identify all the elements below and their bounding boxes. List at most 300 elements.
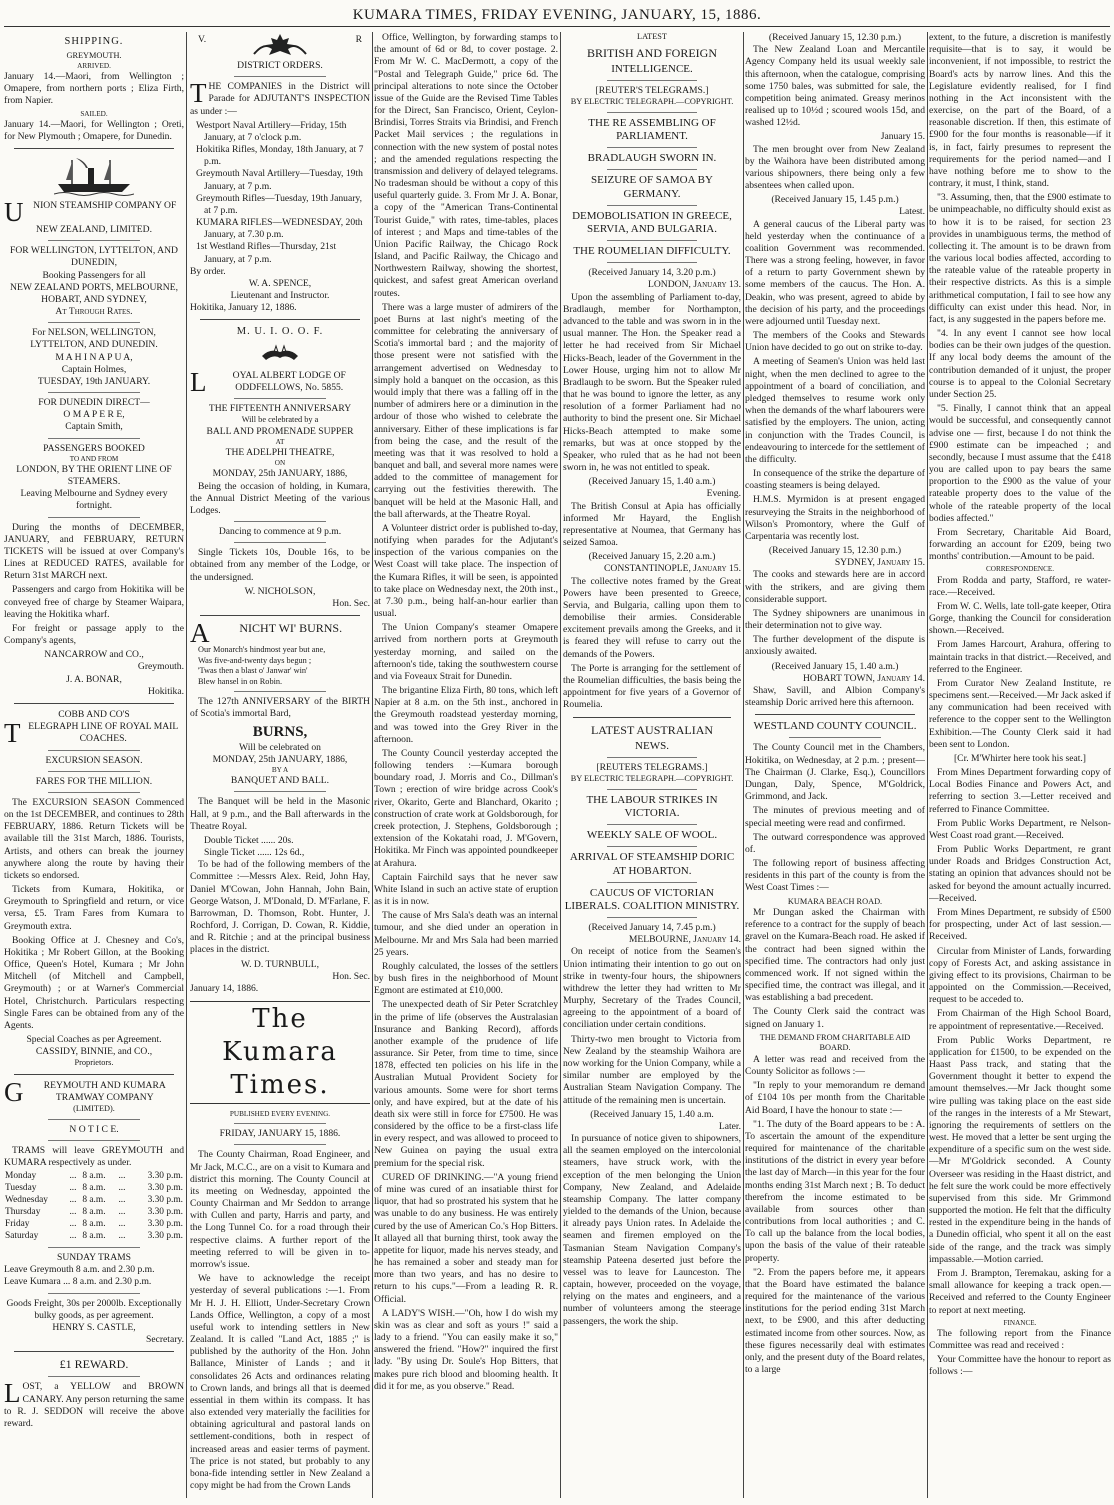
divider — [48, 1376, 140, 1377]
divider — [607, 262, 697, 263]
divider — [200, 615, 360, 616]
article-paragraph: Office, Wellington, by forwarding stamps to the amount of 6d or 8d, to cover postage. 2. From Mr W. C. MacDermott, a copy of the "Postal and Telegraph Guide," price 6d. The principal alterations to note since the October issue of the Guide are the Revised Time Tables for the Direct, San Francisco, Orient, Ceylon-Brindisi, Torres Straits via Brindisi, and French Packet Mail services ; the regulations in connection with the new system of postal notes ; and the amended regulations respecting the transmission and delivery of delayed telegrams. No tradesman should be without a copy of this useful quarterly guide. 3. From Mr J. A. Bonar, a copy of the "American Trans-Continental Tourist Guide," with rates, time-tables, places of interest ; and Maps and time-tables of the Union Pacific Railway, the Chicago Rock Island, and Pacific Railway, the Chicago and Northwestern Railway, showing the shortest, quickest, and safest great American overland routes. — [374, 32, 558, 299]
article-paragraph: From Mines Department forwarding copy of Local Bodies Finance and Powers Act, and referring to section 3.—Letter received and referred to Finance Committee. — [929, 767, 1111, 815]
received-time: (Received January 14, 7.45 p.m.) — [588, 922, 716, 934]
secretary-label: Hon. Sec. — [332, 597, 370, 609]
tram-schedule-table — [4, 1171, 184, 1243]
divider — [14, 1351, 174, 1352]
column-3 — [374, 32, 558, 1498]
column-divider — [186, 32, 187, 1498]
column-4 — [563, 32, 741, 1498]
muioof-heading: M. U. I. O. O. F. — [236, 326, 324, 338]
ship-name: M A H I N A P U A, — [55, 351, 133, 363]
divider — [607, 205, 697, 206]
on-label: ON — [274, 459, 286, 468]
officer-name: W. A. SPENCE, — [248, 277, 312, 289]
column-5 — [745, 32, 925, 1498]
article-paragraph: Captain Fairchild says that he never saw White Island in such an active state of eruption as it is in now. — [374, 871, 558, 908]
article-paragraph: From Curator New Zealand Institute, re specimens sent.—Received.—Mr Jack asked if any communication had been received with reference to the copper sent to the Wellington Exhibition.—The County Clerk said it had been sent to London. — [929, 677, 1111, 750]
copyright-line: BY ELECTRIC TELEGRAPH.—COPYRIGHT. — [570, 97, 734, 107]
issue-date: FRIDAY, JANUARY 15, 1886. — [219, 1128, 341, 1140]
article-paragraph: The members of the Cooks and Stewards Union have decided to go out on strike to-day. — [745, 330, 925, 354]
copyright-line: BY ELECTRIC TELEGRAPH.—COPYRIGHT. — [570, 774, 734, 784]
proprietors-name: CASSIDY, BINNIE, and CO., — [35, 1046, 153, 1058]
anniversary-text: The 127th ANNIVERSARY of the BIRTH of Scotia's immortal Bard, — [190, 696, 370, 720]
received-time: (Received January 14, 3.20 p.m.) — [588, 267, 716, 279]
article-paragraph: extent, to the future, a discretion is manifestly requisite—that is to say, it would be inconvenient, if not impossible, to restrict the Board's acts by narrow lines. And this the Legislature evidently realised, for I find nothing in the Act inconsistent with the exercise, on the part of the Board, of a reasonable discretion. If then, this estimate of £900 for the four months is reasonable—if it is, in fact, fairly presumes to represent the requirements for the period named—and I have nothing before me to show to the contrary, it must, I think, stand. — [929, 32, 1111, 190]
divider — [607, 240, 697, 241]
occasion-text: Being the occasion of holding, in Kumara, the Annual District Meeting of the various Lodges. — [190, 480, 370, 516]
order-date: Hokitika, January 12, 1886. — [190, 302, 297, 314]
article-paragraph: From Secretary, Charitable Aid Board, forwarding an account for £209, being two months' contribution.—Amount to be paid. — [929, 526, 1111, 563]
list-item: 1st Westland Rifles—Thursday, 21st January, at 7 p.m. — [196, 241, 337, 265]
district-orders-heading: DISTRICT ORDERS. — [237, 60, 323, 71]
divider — [607, 789, 697, 790]
article-paragraph: From W. C. Wells, late toll-gate keeper, Otira Gorge, thanking the Council for consideration shown.—Received. — [929, 600, 1111, 637]
secretary-name: HENRY S. CASTLE, — [52, 1321, 136, 1333]
officer-title: Lieutenant and Instructor. — [230, 290, 330, 302]
divider — [234, 691, 326, 692]
notice-date: January 14, 1886. — [190, 982, 259, 994]
celebrated-text: Will be celebrated by a — [241, 415, 319, 425]
section-heading: LATEST AUSTRALIAN — [590, 722, 714, 737]
masthead: KUMARA TIMES, FRIDAY EVENING, JANUARY, 15, 1886. — [352, 7, 762, 23]
ticket-price: Single Ticket ...... 12s 6d., — [204, 847, 305, 859]
drop-cap: G — [4, 1076, 24, 1107]
ticket-text: Single Tickets 10s, Double 16s, to be obtained from any member of the Lodge, or the undersigned. — [190, 547, 370, 583]
article-paragraph: "2. From the papers before me, it appears that the Board have estimated the balance required for the maintenance of the various institutions for the period ending 31st March next, to be £900, and this after deducting estimated income from other sources. Now, as these figures necessarily deal with estimates only, and the present duty of the Board relates, to a large — [745, 1266, 925, 1376]
by-order: By order. — [190, 265, 226, 277]
headline: CAUCUS OF VICTORIAN LIBERALS. COALITION MINISTRY. — [564, 886, 740, 912]
table-cell: Monday — [5, 1171, 37, 1182]
freight-text: For freight or passage apply to the Company's agents, — [4, 622, 184, 647]
article-paragraph: From Chairman of the High School Board, re appointment of representative.—Received. — [929, 1008, 1111, 1032]
divider — [607, 169, 697, 170]
tramway-limited: (LIMITED). — [73, 1104, 115, 1114]
divider — [48, 1119, 140, 1120]
article-paragraph: The collective notes framed by the Great Powers have been presented to Greece, Servia, and Bulgaria, calling upon them to demobilise their armies. Considerable excitement prevails among the Greeks, and it is feared they will refuse to carry out the demands of the Powers. — [563, 575, 741, 660]
vr-letter: R — [355, 34, 362, 45]
divider — [48, 1293, 140, 1294]
verse-line: Blew hansel in on Robin. — [198, 676, 283, 686]
drop-cap: U — [4, 197, 24, 227]
table-row — [4, 1207, 184, 1219]
article-paragraph: The following report from the Finance Committee was read and received : — [929, 1327, 1111, 1351]
divider — [48, 792, 140, 793]
list-item: KUMARA RIFLES—WEDNESDAY, 20th January, at 7.30 p.m. — [196, 217, 363, 241]
article-paragraph: The New Zealand Loan and Mercantile Agency Company held its usual weekly sale this afternoon, when the catalogue, comprising some 1750 bales, was submitted for sale, the competition being animated. Greasy merinos realised up to 10½d ; scoured wools 15d, and washed 12½d. — [745, 44, 925, 129]
lodge-heading: OYAL ALBERT LODGE OF ODDFELLOWS, No. 5855. — [232, 369, 346, 393]
table-cell: 8 a.m. — [82, 1231, 106, 1242]
anniversary-heading: THE FIFTEENTH ANNIVERSARY — [208, 403, 352, 415]
divider — [607, 846, 697, 847]
article-paragraph: Circular from Minister of Lands, forwarding copy of Forests Act, and asking assistance in giving effect to its provisions, Chairman to be appointed on the Commission.—Received, request to be acceded to. — [929, 945, 1111, 1006]
article-paragraph: The County Council met in the Chambers, Hokitika, on Wednesday, at 2 p.m. ; present—The Chairman (J. Clarke, Esq.), Councillors Dungan, Daly, Spence, M'Goldrick, Grimmond, and Jack. — [745, 742, 925, 803]
divider — [48, 1247, 140, 1248]
drop-cap: T — [190, 78, 207, 109]
tickets-text: Tickets from Kumara, Hokitika, or Greymouth to Springfield and return, or vice versa, £5. Tram Fares from Kumara to Greymouth extra. — [4, 884, 184, 932]
column-1 — [4, 32, 184, 1498]
route-heading: FOR WELLINGTON, LYTTELTON, AND DUNEDIN, — [10, 245, 178, 269]
burns-night-heading: NICHT WI' BURNS. — [239, 621, 343, 636]
celebrated-on: Will be celebrated on — [239, 741, 321, 753]
london-route: LONDON, BY THE ORIENT LINE OF STEAMERS. — [16, 463, 172, 488]
parade-list — [190, 120, 370, 266]
sunday-line: Leave Kumara ... 8 a.m. and 2.30 p.m. — [4, 1276, 152, 1288]
divider — [755, 714, 915, 715]
table-cell: 3.30 p.m. — [147, 1207, 183, 1218]
verse-line: 'Twas then a blast o' Janwar' win' — [198, 666, 308, 676]
booking-text: Booking Passengers for all — [42, 269, 146, 281]
banquet-heading: BANQUET AND BALL. — [230, 775, 330, 787]
headline: ARRIVAL OF STEAMSHIP DORIC AT HOBARTON. — [569, 851, 735, 877]
divider — [234, 542, 326, 543]
article-paragraph: On receipt of notice from the Seamen's Union intimating their intention to go out on strike in twenty-four hours, the shipowners withdrew the letter they had written to Mr Murphy, Secretary of the Trades Council, agreeing to the appointment of a board of conciliation under certain conditions. — [563, 946, 741, 1031]
section-heading: INTELLIGENCE. — [611, 62, 693, 75]
table-cell: 3.30 p.m. — [147, 1231, 183, 1242]
list-item: Hokitika Rifles, Monday, 18th January, at 7 p.m. — [196, 144, 364, 168]
ticket-price: Double Ticket ...... 20s. — [204, 834, 294, 846]
verse-line: Was five-and-twenty days begun ; — [198, 655, 312, 665]
divider — [789, 737, 881, 738]
divider — [573, 717, 731, 718]
table-row — [4, 1195, 184, 1207]
trams-text: TRAMS will leave GREYMOUTH and KUMARA respectively as under. — [4, 1145, 184, 1169]
table-row — [4, 1219, 184, 1231]
article-paragraph: The further development of the dispute is anxiously awaited. — [745, 634, 925, 658]
divider — [14, 703, 174, 704]
headline: DEMOBOLISATION IN GREECE, SERVIA, AND BULGARIA. — [572, 209, 732, 235]
drop-cap: A — [190, 618, 210, 649]
fares-heading: FARES FOR THE MILLION. — [35, 775, 153, 787]
dateline: HOBART TOWN, January 14. — [803, 672, 925, 684]
ball-heading: BALL AND PROMENADE SUPPER — [206, 425, 354, 437]
article-paragraph: The Union Company's steamer Omapere arrived from northern ports at Greymouth yesterday morning, and sailed on the afternoon's tide, taking the southwestern course and via Foveaux Strait for Dunedin. — [374, 622, 558, 682]
clasped-hands-icon — [260, 342, 300, 368]
article-paragraph: CURED OF DRINKING.—"A young friend of mine was cured of an insatiable thirst for liquor, that had so prostrated his system that he was unable to do any business. He was entirely cured by the use of American Co.'s Hop Bitters. It allayed all that burning thirst, took away the appetite for liquor, made his nerves steady, and he has remained a sober and steady man for more than two years, and has no desire to return to his cups."—From a leading R. R. Official. — [374, 1171, 558, 1305]
table-cell: 3.30 p.m. — [147, 1183, 183, 1194]
divider — [234, 521, 326, 522]
column-divider — [560, 32, 561, 1498]
shipping-heading: SHIPPING. — [64, 36, 124, 47]
article-paragraph: From Public Works Department, re Nelson-West Coast road grant.—Received. — [929, 817, 1111, 841]
excursion-text: The EXCURSION SEASON Commenced on the 1st DECEMBER, and continues to 28th FEBRUARY, 1886. Return Tickets will be available till the 31st March, 1886. Tourists, Artists, and others can break the journey anywhere along the route by having their tickets so endorsed. — [4, 796, 184, 881]
table-cell: Thursday — [5, 1207, 41, 1218]
section-heading: BRITISH AND FOREIGN — [586, 45, 717, 60]
lost-canary-text: OST, a YELLOW and BROWN CANARY. Any person returning the same to R. J. SEDDON will receive the above reward. — [4, 1381, 184, 1429]
table-cell: ... — [118, 1231, 126, 1242]
table-cell: 3.30 p.m. — [147, 1195, 183, 1206]
tramway-heading: REYMOUTH AND KUMARA TRAMWAY COMPANY — [43, 1079, 166, 1104]
received-time: (Received January 15, 1.40 a.m.) — [771, 660, 899, 672]
burns-verse — [190, 645, 370, 687]
table-row — [4, 1183, 184, 1195]
dateline: Later. — [718, 1120, 741, 1132]
table-cell: ... — [69, 1207, 77, 1218]
dancing-text: Dancing to commence at 9 p.m. — [218, 526, 342, 538]
table-cell: ... — [69, 1231, 77, 1242]
sailed-text: January 14.—Maori, for Wellington ; Oreti, for New Plymouth ; Omapere, for Dunedin. — [4, 118, 184, 142]
received-time: (Received January 15, 2.20 a.m.) — [588, 551, 716, 563]
agent-place: Hokitika. — [148, 685, 184, 697]
through-rates: At Through Rates. — [55, 306, 133, 318]
dateline: CONSTANTINOPLE, January 15. — [604, 563, 741, 575]
divider — [48, 438, 140, 439]
agent-place: Greymouth. — [137, 661, 184, 673]
article-paragraph: A meeting of Seamen's Union was held last night, when the men declined to agree to the appointment of a board of conciliation, and pledged themselves to resume work only when the demands of the wharf labourers were satisfied by the employers. The union, acting in conjunction with the Trades Council, is endeavouring to intercede for the settlement of the difficulty. — [745, 356, 925, 465]
table-cell: ... — [69, 1183, 77, 1194]
subheading: FINANCE. — [1003, 1318, 1037, 1327]
dateline: Evening. — [706, 488, 741, 500]
divider — [234, 791, 326, 792]
subheading: THE DEMAND FROM CHARITABLE AID BOARD. — [759, 1032, 911, 1053]
article-paragraph: "In reply to your memorandum re demand of £104 10s per month from the Charitable Aid Board, I have the honour to state :— — [745, 1080, 925, 1116]
divider — [607, 147, 697, 148]
steamship-icon — [54, 154, 134, 196]
article-paragraph: Thirty-two men brought to Victoria from New Zealand by the steamship Waihora are now working for the Union Company, while a similar number are employed by the Australian Steam Navigation Company. The attitude of the remaining men is uncertain. — [563, 1033, 741, 1106]
divider — [607, 80, 697, 81]
section-heading: NEWS. — [635, 739, 669, 752]
table-cell: ... — [118, 1219, 126, 1230]
article-paragraph: Mr Dungan asked the Chairman with reference to a contract for the supply of beach gravel on the Kumara-Beach road. He asked if the contract had been signed within the specified time. The contractors had only just commenced work. If not signed within the specified time, the contract was illegal, and it was establishing a bad precedent. — [745, 907, 925, 1004]
table-cell: 8 a.m. — [82, 1219, 106, 1230]
newspaper-title: The Kumara Times. — [190, 1001, 370, 1104]
table-row — [4, 1171, 184, 1183]
divider — [607, 882, 697, 883]
vr-crest — [190, 32, 370, 60]
table-cell: ... — [118, 1183, 126, 1194]
article-paragraph: There was a large muster of admirers of the poet Burns at last night's meeting of the committee for celebrating the anniversary of Scotia's immortal bard ; and the majority of those present were not satisfied with the arrangement advertised on Wednesday to simply hold a banquet on the occasion, as this would imply that there was a falling off in the number of admirers here or a diminution in the ardour of those who wished to celebrate the anniversary. Either of these implications is far from being the case, and the result of the meeting was that it was resolved to hold a banquet and ball, and several more names were added to the committee of management for carrying out the festivities therewith. The banquet will be held at the Masonic Hall, and the ball afterwards, at the Theatre Royal. — [374, 301, 558, 520]
article-paragraph: From Mines Department, re subsidy of £500 for prospecting, under Act of last session.—Received. — [929, 907, 1111, 943]
venue: THE ADELPHI THEATRE, — [225, 447, 335, 459]
published-label: PUBLISHED EVERY EVENING. — [229, 1110, 331, 1119]
dateline: MELBOURNE, January 14. — [628, 934, 741, 946]
column-divider — [743, 32, 744, 1498]
secretary-label: Secretary. — [146, 1334, 184, 1346]
divider — [607, 757, 697, 758]
article-paragraph: From J. Brampton, Teremakau, asking for a small allowance for keeping a track open.—Received and referred to the County Engineer to report at next meeting. — [929, 1267, 1111, 1316]
secretary-label: Hon. Sec. — [332, 970, 370, 982]
received-time: (Received January 15, 1.45 p.m.) — [771, 194, 899, 206]
article-paragraph: The Porte is arranging for the settlement of the Roumelian difficulties, the basis being the appointment for five years of a Governor of Roumelia. — [563, 662, 741, 711]
subheading: CORRESPONDENCE. — [985, 565, 1055, 574]
companies-text: HE COMPANIES in the District will Parade for ADJUTANT'S INSPECTION as under :— — [190, 81, 370, 117]
drop-cap: L — [190, 366, 207, 397]
column-divider — [372, 32, 373, 1498]
committee-text: To be had of the following members of the Committee :—Messrs Alex. Reid, John Hay, Daniel M'Cowan, John Hannah, John Bain, George Watson, J. M'Donald, D. M'Farlane, F. Barrowman, D. Thomson, Robt. Hunter, J. Rochford, J. Corrigan, D. Cowan, R. Kiddie, and R. Ritchie ; and at the principal business places in the district. — [190, 859, 370, 956]
table-cell: 8 a.m. — [82, 1207, 106, 1218]
arrived-label: ARRIVED. — [77, 61, 111, 70]
article-paragraph: The County Council yesterday accepted the following tenders :—Kumara borough boundary road, J. Morris and Co., Dillman's Town ; erection of wire bridge across Cook's river, Okarito, Gerte and Blanchard, Okarito ; construction of crate work at Goldsborough, for creek protection, J. Stephens, Goldsborough ; extension of the Kokatahi road, J. M'Govern, Hokitika. Mr Finch was appointed poundkeeper at Arahura. — [374, 747, 558, 869]
article-paragraph: In pursuance of notice given to shipowners, all the seamen employed on the intercolonial steamers, have struck work, with the exception of the men belonging the Union Company, New Zealand, and Adelaide steamship Company. The latter company yielded to the demands of the Union, because it already pays Union rates. In Adelaide the seamen and firemen employed on the Tasmanian Steam Navigation Company's steamship Pateena deserted just before the vessel was to leave for Launceston. The captain, however, proceeded on the voyage, relying on the mates and engineers, and a number of volunteers among the steerage passengers, the work the ship. — [563, 1133, 741, 1327]
secretary-name: W. D. TURNBULL, — [240, 958, 320, 970]
article-paragraph: Your Committee have the honour to report as follows :— — [929, 1354, 1111, 1378]
arrived-text: January 14.—Maori, from Wellington ; Omapere, from northern ports ; Eliza Firth, from Napier. — [4, 71, 184, 107]
at-label: AT — [275, 437, 285, 446]
divider — [234, 1144, 326, 1145]
article-paragraph: Roughly calculated, the losses of the settlers by bush fires in the neighborhood of Mount Egmont are estimated at £10,000. — [374, 960, 558, 997]
table-cell: 3.30 p.m. — [147, 1171, 183, 1182]
table-cell: ... — [118, 1171, 126, 1182]
telegram-source: [REUTER'S TELEGRAMS.] — [595, 85, 709, 97]
article-paragraph: A letter was read and received from the County Solicitor as follows :— — [745, 1053, 925, 1078]
column-2 — [190, 32, 370, 1498]
excursion-heading: EXCURSION SEASON. — [45, 754, 143, 766]
cobb-heading: COBB AND CO'S — [58, 708, 130, 720]
divider — [48, 392, 140, 393]
royal-crest-icon — [250, 32, 310, 58]
column-6 — [929, 32, 1111, 1498]
divider — [14, 148, 174, 149]
article-paragraph: Upon the assembling of Parliament to-day, Bradlaugh, member for Northampton, advanced to the table and was sworn in in the usual manner. The Hon. the Speaker read a letter he had received from Sir Michael Hicks-Beach, leader of the Government in the Lower House, urging him not to allow Mr Bradlaugh to be sworn. But the Speaker ruled that he was bound to ignore the letter, as any resolution of a former Parliament had no authority to bind the present one. Sir Michael Hicks-Beach attempted to make some remarks, but was at once stopped by the Speaker, who ruled that as he had not been sworn in, he was not entitled to speak. — [563, 291, 741, 474]
reward-heading: £1 REWARD. — [59, 1357, 129, 1372]
divider — [607, 112, 697, 113]
telegraph-line-heading: ELEGRAPH LINE OF ROYAL MAIL COACHES. — [28, 721, 179, 745]
table-cell: ... — [118, 1207, 126, 1218]
notice-heading: N O T I C E. — [69, 1123, 119, 1135]
drop-cap: L — [4, 1378, 21, 1409]
dateline: Latest. — [899, 206, 925, 218]
article-paragraph: In consequence of the strike the departure of coasting steamers is being delayed. — [745, 468, 925, 492]
article-paragraph: The brigantine Eliza Firth, 80 tons, which left Napier at 8 a.m. on the 5th inst., anchored in the Greymouth roadstead yesterday morning, and was towed into the Grey River in the afternoon. — [374, 685, 558, 745]
article-paragraph: The unexpected death of Sir Peter Scratchley in the prime of life (observes the Australasian Insurance and Banking Record), affords another example of the prudence of life assurance. Sir Peter, from time to time, since 1878, effected ten policies on his life in the Australian Mutual Provident Society for various amounts. Some were for short terms only, and have expired, but at the date of his death six were still in force for £7500. He was considered by the office to be a first-class life in every respect, and was allowed to proceed to New Guinea on paying the usual extra premium for the special risk. — [374, 999, 558, 1169]
article-paragraph: The County Clerk said the contract was signed on January 1. — [745, 1006, 925, 1030]
article-paragraph: The British Consul at Apia has officially informed Mr Hayard, the English representative at Noumea, that Germany has seized Samoa. — [563, 500, 741, 549]
table-cell: Saturday — [5, 1231, 39, 1242]
table-row — [4, 1231, 184, 1243]
dateline: LONDON, January 13. — [648, 279, 741, 291]
goods-freight-text: Goods Freight, 30s per 2000lb. Exceptionally bulky goods, as per agreement. — [6, 1297, 182, 1321]
article-paragraph: From Public Works Department, re grant under Roads and Bridges Construction Act, stating an opinion that advances should not be asked for beyond the amount actually incurred.—Received. — [929, 844, 1111, 904]
banquet-text: The Banquet will be held in the Masonic Hall, at 9 p.m., and the Ball afterwards in the Theatre Royal. — [190, 796, 370, 832]
union-company-name: NION STEAMSHIP COMPANY OF — [33, 200, 177, 211]
article-paragraph: From James Harcourt, Arahura, offering to maintain tracks in that district.—Received, and referred to the Engineer. — [929, 639, 1111, 675]
headline: THE ROUMELIAN DIFFICULTY. — [573, 245, 731, 258]
table-cell: Tuesday — [5, 1183, 37, 1194]
column-divider — [927, 32, 928, 1498]
agent-name: NANCARROW and CO., — [44, 649, 144, 661]
telegram-source: [REUTERS TELEGRAMS.] — [596, 762, 708, 774]
received-time: (Received January 15, 12.30 p.m.) — [768, 32, 902, 43]
sailed-label: SAILED. — [80, 109, 108, 118]
article-paragraph: A LADY'S WISH.—"Oh, how I do wish my skin was as clear and soft as yours !" said a lady to a friend. "You can easily make it so," answered the friend. "How?" inquired the first lady. "By using Dr. Soule's Hop Bitters, that makes pure rich blood and blooming health. It did it for me, as you observe." Read. — [374, 1307, 558, 1392]
article-paragraph: The following report of business affecting residents in this part of the county is from the West Coast Times :— — [745, 858, 925, 894]
article-paragraph: "1. The duty of the Board appears to be : A. To ascertain the amount of the expenditure required for maintenance of the charitable institutions of the district in every year before the last day of March—in this year for the four months ending 31st March next ; B. To deduct therefrom the income estimated to be available from sources other than contributions from local authorities ; and C. To call up the balance from the local bodies, upon the basis of the value of their rateable property. — [745, 1118, 925, 1264]
divider — [48, 750, 140, 751]
divider — [234, 398, 326, 399]
headline: THE LABOUR STRIKES IN VICTORIA. — [586, 793, 718, 819]
cargo-text: Passengers and cargo from Hokitika will be conveyed free of charge by Steamer Waipara, leaving the Hokitika wharf. — [4, 584, 184, 620]
article-paragraph: The minutes of previous meeting and of special meeting were read and confirmed. — [745, 805, 925, 829]
table-cell: ... — [69, 1219, 77, 1230]
divider — [234, 1123, 326, 1124]
verse-line: Our Monarch's hindmost year but ane, — [198, 645, 326, 655]
sunday-trams-heading: SUNDAY TRAMS — [56, 1252, 132, 1263]
divider — [14, 1074, 174, 1075]
leaving-text: Leaving Melbourne and Sydney every fortnight. — [20, 488, 168, 512]
secretary-name: W. NICHOLSON, — [244, 585, 316, 597]
divider — [48, 322, 140, 323]
divider — [48, 240, 140, 241]
article-paragraph: From Public Works Department, re application for £1500, to be expended on the Haast Pass track, and stating that the Government thought it better to expend the amount themselves.—Mr Jack thought some wire pulling was taking place on the east side of the ranges in the interests of a Mr Stewart, ignoring the requirements of settlers on the west. He moved that a letter be sent urging the expenditure of a specific sum on the west side.—Mr M'Goldrick seconded. A County Overseer was residing in the Haast district, and he felt sure the work could be more effectively supervised from this side. Mr Grimmond supported the motion. He felt that the difficulty rested in the expenditure being in the hands of a Dunedin official, who spent it all on the east side of the range, and the track was simply impassable.—Motion carried. — [929, 1034, 1111, 1265]
dateline: SYDNEY, January 15. — [834, 557, 925, 569]
table-cell: ... — [118, 1195, 126, 1206]
divider — [607, 917, 697, 918]
received-time: (Received January 15, 1.40 a.m.) — [588, 476, 716, 488]
vr-letter: V. — [198, 34, 207, 45]
list-item: Greymouth Rifles—Tuesday, 19th January, at 7 p.m. — [196, 192, 363, 216]
passengers-heading: PASSENGERS BOOKED — [43, 442, 145, 454]
article-paragraph: The men brought over from New Zealand by the Waihora have been distributed among various shipowners, there being only a few absentees when called upon. — [745, 143, 925, 192]
union-company-name-2: NEW ZEALAND, LIMITED. — [36, 224, 152, 235]
by-a-label: BY A — [271, 766, 289, 775]
divider — [200, 319, 360, 320]
headline: WEEKLY SALE OF WOOL. — [586, 829, 718, 842]
booking-office-text: Booking Office at J. Chesney and Co's, Hokitika ; Mr Robert Gillon, at the Booking Office, Queen's Hotel, Kumara ; Mr John Mitchell (of Mitchell and Campbell, Greymouth) ; or at Warner's Commercial Hotel, Christchurch. Particulars respecting Single Fares can be obtained from any of the Agents. — [4, 934, 184, 1031]
list-item: Westport Naval Artillery—Friday, 15th January, at 7 o'clock p.m. — [196, 119, 347, 143]
headline: BRADLAUGH SWORN IN. — [587, 152, 717, 165]
divider — [234, 76, 326, 77]
sunday-line: Leave Greymouth 8 a.m. and 2.30 p.m. — [4, 1264, 155, 1276]
greymouth-heading: GREYMOUTH. — [66, 51, 122, 61]
divider — [48, 1140, 140, 1141]
article-paragraph: The cause of Mrs Sala's death was an internal tumour, and she died under an operation in Melbourne. Mr and Mrs Sala had been married 25 years. — [374, 910, 558, 958]
event-date: MONDAY, 25th JANUARY, 1886, — [212, 468, 348, 480]
subheading: KUMARA BEACH ROAD. — [787, 896, 883, 906]
drop-cap: T — [4, 718, 21, 749]
headline: THE RE ASSEMBLING OF PARLIAMENT. — [588, 116, 716, 142]
article-paragraph: "5. Finally, I cannot think that an appeal would be successful, and consequently cannot advise one — first, because I do not think the £900 estimate can be impeached ; and secondly, because I must assume that the £418 you are called upon to pay bears the same proportion to the £900 as the value of your rateable property does to the value of the whole of the rateable property of the local bodies affected." — [929, 403, 1111, 524]
captain-name-2: Captain Smith, — [65, 421, 123, 433]
table-cell: 8 a.m. — [82, 1183, 106, 1194]
received-time: (Received January 15, 1.40 a.m. — [590, 1108, 714, 1120]
section-kicker: LATEST — [637, 32, 667, 41]
list-item: Greymouth Naval Artillery—Tuesday, 19th January, at 7 p.m. — [196, 168, 363, 192]
return-tickets-text: During the months of DECEMBER, JANUARY, and FEBRUARY, RETURN TICKETS will be issued at over Company's Lines at REDUCED RATES, available for Return 31st MARCH next. — [4, 521, 184, 582]
special-coaches: Special Coaches as per Agreement. — [26, 1034, 162, 1046]
article-paragraph: From Rodda and party, Stafford, re water-race.—Received. — [929, 574, 1111, 598]
article-paragraph: "4. In any event I cannot see how local bodies can be their own judges of the question. If any local body deems the amount of the contribution demanded of it unjust, the proper course is to appeal to the Colonial Secretary under Section 25. — [929, 328, 1111, 400]
sailing-date: TUESDAY, 19th JANUARY. — [37, 375, 151, 387]
article-paragraph: The Sydney shipowners are unanimous in their determination not to give way. — [745, 607, 925, 632]
received-time: (Received January 15, 12.30 p.m.) — [768, 545, 902, 557]
divider — [48, 517, 140, 518]
table-cell: 8 a.m. — [82, 1171, 106, 1182]
article-paragraph: The outward correspondence was approved of. — [745, 831, 925, 855]
table-cell: Friday — [5, 1219, 30, 1230]
article-paragraph: A Volunteer district order is published to-day, notifying when parades for the Adjutant's inspection of the various companies on the West Coast will take place. The inspection of the Kumara Rifles, it will be seen, is appointed to take place on Wednesday next, the 20th inst., at 7.30 p.m., being half-an-hour earlier than usual. — [374, 522, 558, 620]
article-paragraph: H.M.S. Myrmidon is at present engaged resurveying the Straits in the neighborhood of Wilson's Promontory, where the Gulf of Carpentaria was recently lost. — [745, 494, 925, 542]
route-heading-2: For NELSON, WELLINGTON, LYTTELTON, AND DUNEDIN. — [30, 327, 158, 351]
table-cell: ... — [69, 1171, 77, 1182]
section-heading: WESTLAND COUNTY COUNCIL. — [753, 720, 917, 733]
dateline: January 15. — [880, 131, 925, 143]
article-paragraph: A general caucus of the Liberal party was held yesterday when the continuance of a coalition Government was recommended. There was a strong feeling, however, in favor of a return to party Government shewn by some members of the caucus. The Hon. A. Deakin, who was present, agreed to abide by the decision of his party, and the proceedings were adjourned until Tuesday next. — [745, 218, 925, 327]
captain-name: Captain Holmes, — [61, 363, 127, 375]
divider — [607, 824, 697, 825]
burns-heading: BURNS, — [252, 723, 308, 740]
route-heading-3: FOR DUNEDIN DIRECT— — [38, 397, 150, 409]
table-cell: ... — [69, 1195, 77, 1206]
agent-name: J. A. BONAR, — [66, 673, 122, 685]
article-paragraph: The County Chairman, Road Engineer, and Mr Jack, M.C.C., are on a visit to Kumara and district this morning. The County Council at its meeting on Wednesday, appointed the County Chairman and Mr Seddon to arrange with Cullen and party, Harris and party, and the Long Tunnel Co. for a road through their respective claims. A further report of the meeting referred to will be given in to-morrow's issue. — [190, 1149, 370, 1270]
article-paragraph: "3. Assuming, then, that the £900 estimate to be unimpeachable, no difficulty should exist as to how it is to be raised, for section 23 provides in unambiguous terms, the method of collecting it. The amount is to be drawn from the various local bodies affected, according to the rateable value of the rateable property in their respective districts. As this is a simple arithmetical computation, I fail to see how any difficulty can exist under this head. Nor, in fact, is any suggested in the papers before me. — [929, 192, 1111, 325]
article-paragraph: [Cr. M'Whirter here took his seat.] — [953, 752, 1086, 764]
to-from-label: TO AND FROM — [69, 454, 119, 463]
table-cell: 8 a.m. — [82, 1195, 106, 1206]
ship-name-2: O M A P E R E, — [63, 409, 125, 421]
table-cell: Wednesday — [5, 1195, 48, 1206]
